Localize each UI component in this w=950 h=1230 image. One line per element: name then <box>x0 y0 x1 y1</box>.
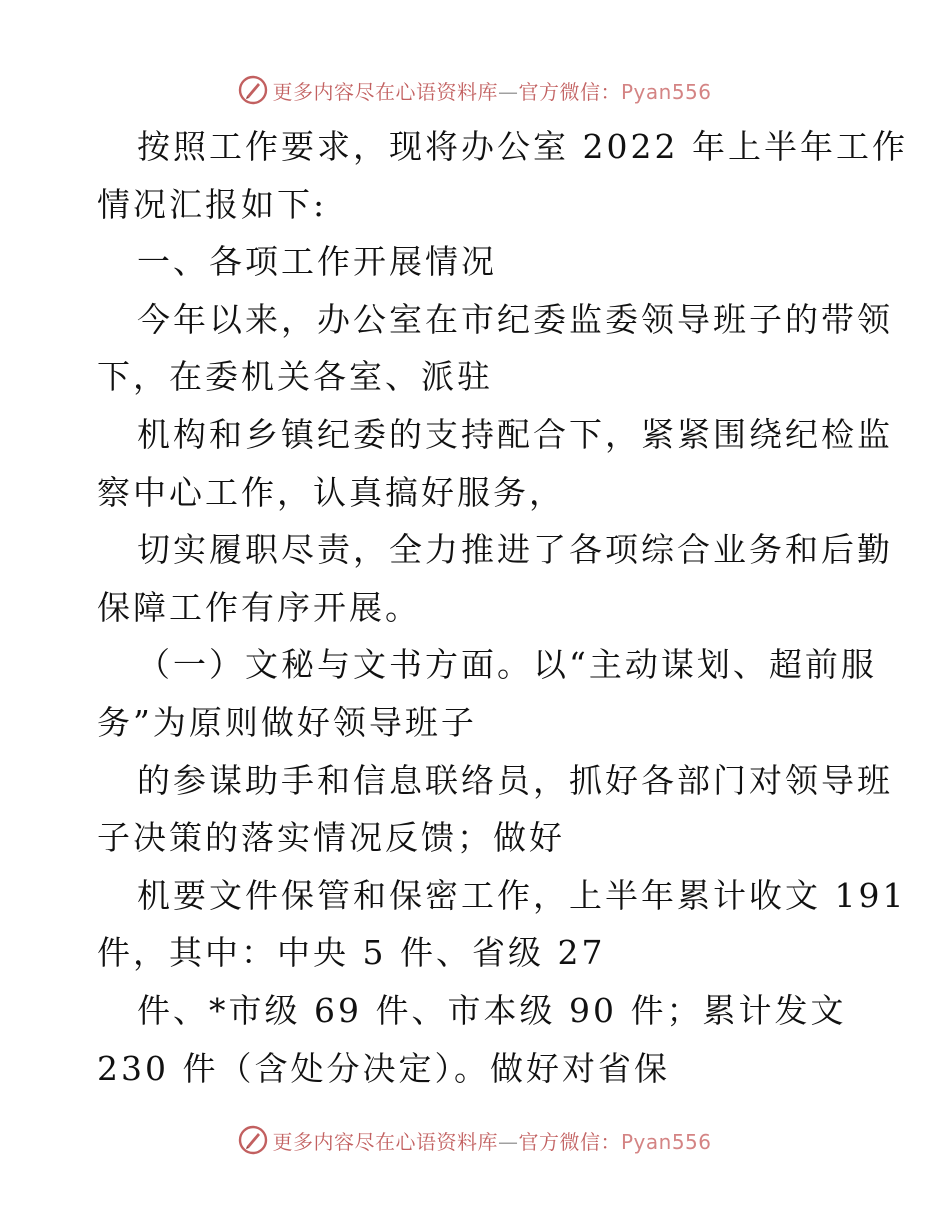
text-line: 件、*市级 69 件、市本级 90 件；累计发文 <box>137 990 847 1030</box>
text-line: 子决策的落实情况反馈；做好 <box>97 818 565 858</box>
watermark-handle: Pyan556 <box>620 1129 712 1154</box>
watermark-text <box>272 76 711 105</box>
text-line: 一、各项工作开展情况 <box>137 242 497 282</box>
text-line: 230 件（含处分决定）。做好对省保 <box>97 1048 670 1088</box>
watermark-handle: Pyan556 <box>620 79 712 104</box>
quill-logo-icon <box>238 1125 268 1155</box>
text-line: 情况汇报如下: <box>97 184 328 224</box>
text-line: 切实履职尽责，全力推进了各项综合业务和后勤 <box>137 530 893 570</box>
quill-logo-icon <box>238 75 268 105</box>
text-line: 按照工作要求，现将办公室 2022 年上半年工作 <box>137 127 908 166</box>
text-line: 件，其中：中央 5 件、省级 27 <box>97 933 606 973</box>
text-line: 的参谋助手和信息联络员，抓好各部门对领导班 <box>137 760 893 800</box>
text-line: （一）文秘与文书方面。以“主动谋划、超前服 <box>137 645 877 685</box>
text-line: 保障工作有序开展。 <box>97 587 421 627</box>
watermark-main: 更多内容尽在心语资料库 <box>272 79 498 104</box>
watermark-separator: — <box>497 79 519 104</box>
header-watermark <box>0 70 950 110</box>
text-line: 今年以来，办公室在市纪委监委领导班子的带领 <box>137 299 893 339</box>
document-body <box>97 118 908 1097</box>
watermark-label: 官方微信： <box>518 79 621 104</box>
watermark-separator: — <box>497 1129 519 1154</box>
watermark-label: 官方微信： <box>518 1129 621 1154</box>
text-line: 机要文件保管和保密工作，上半年累计收文 191 <box>137 875 907 915</box>
watermark-text <box>272 1126 711 1155</box>
text-line: 下，在委机关各室、派驻 <box>97 357 493 397</box>
text-line: 察中心工作，认真搞好服务， <box>97 472 565 512</box>
footer-watermark <box>0 1120 950 1160</box>
text-line: 机构和乡镇纪委的支持配合下，紧紧围绕纪检监 <box>137 414 893 454</box>
watermark-main: 更多内容尽在心语资料库 <box>272 1129 498 1154</box>
text-line: 务”为原则做好领导班子 <box>97 702 477 742</box>
